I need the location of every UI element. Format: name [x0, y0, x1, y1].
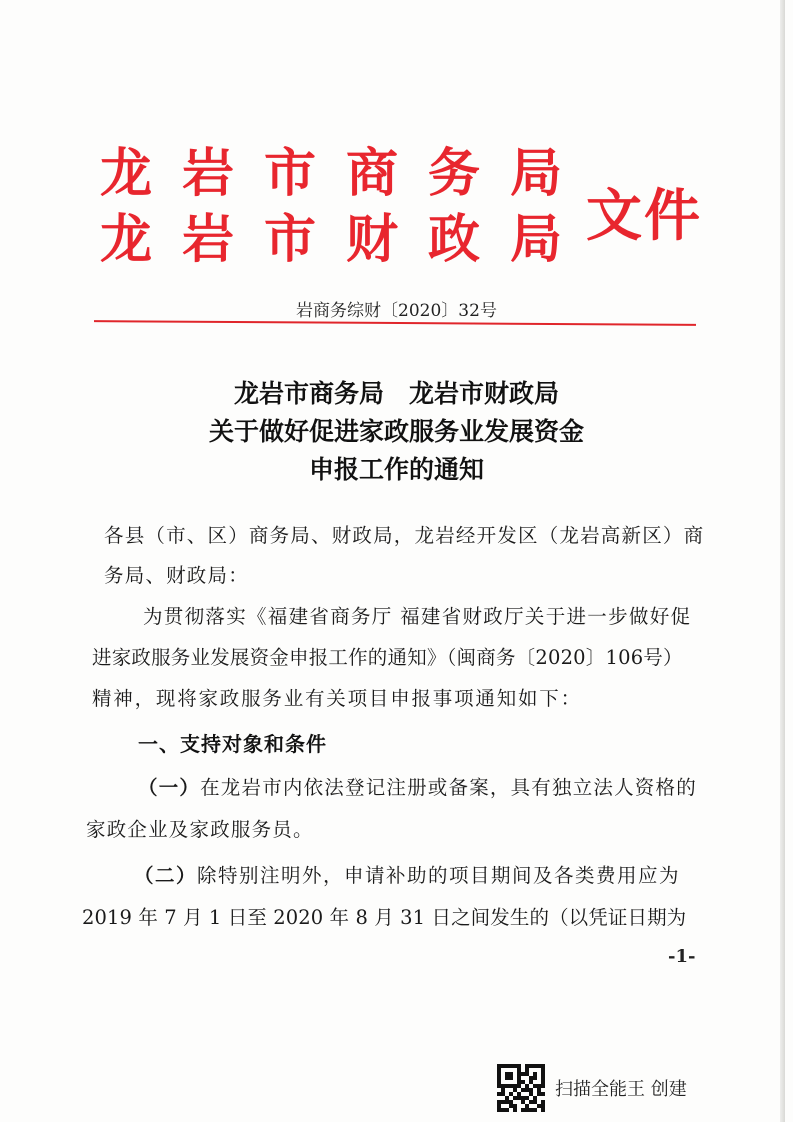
item-1-text: 在龙岩市内依法登记注册或备案，具有独立法人资格的 [200, 776, 697, 799]
page-number: -1- [668, 946, 696, 967]
scanner-watermark [497, 1064, 687, 1112]
item-2-line-1 [134, 866, 680, 886]
qr-code-icon [497, 1064, 545, 1112]
section-1-heading: 一、支持对象和条件 [138, 732, 327, 756]
header-doc-type: 文件 [586, 183, 702, 249]
item-2-line-2: 2019 年 7 月 1 日至 2020 年 8 月 31 日之间发生的（以凭证日期为 [82, 906, 687, 929]
title-line-1: 龙岩市商务局 龙岩市财政局 [233, 379, 559, 408]
item-1-line-2: 家政企业及家政服务员。 [86, 818, 314, 841]
item-2-prefix: （二） [134, 864, 198, 887]
red-divider [94, 320, 696, 326]
recipients-line-2: 务局、财政局： [104, 564, 249, 587]
item-2-text: 除特别注明外，申请补助的项目期间及各类费用应为 [197, 864, 681, 887]
title-line-3: 申报工作的通知 [308, 455, 484, 484]
item-1-prefix: （一） [138, 776, 201, 799]
item-1-line-1 [138, 778, 697, 798]
scanner-label: 扫描全能王 创建 [555, 1079, 687, 1100]
doc-number: 岩商务综财〔2020〕32号 [296, 301, 497, 321]
recipients-line-1: 各县（市、区）商务局、财政局，龙岩经开发区（龙岩高新区）商 [104, 524, 705, 547]
title-line-2: 关于做好促进家政服务业发展资金 [208, 417, 584, 446]
header-org-commerce: 龙岩市商务局 [100, 143, 593, 204]
para-1-line-3: 精神，现将家政服务业有关项目申报事项通知如下： [92, 687, 582, 710]
para-1-line-1: 为贯彻落实《福建省商务厅 福建省财政厅关于进一步做好促 [143, 605, 692, 628]
page-edge [780, 0, 785, 1122]
para-1-line-2: 进家政服务业发展资金申报工作的通知》（闽商务〔2020〕106号） [92, 646, 683, 669]
header-org-finance: 龙岩市财政局 [100, 209, 593, 270]
